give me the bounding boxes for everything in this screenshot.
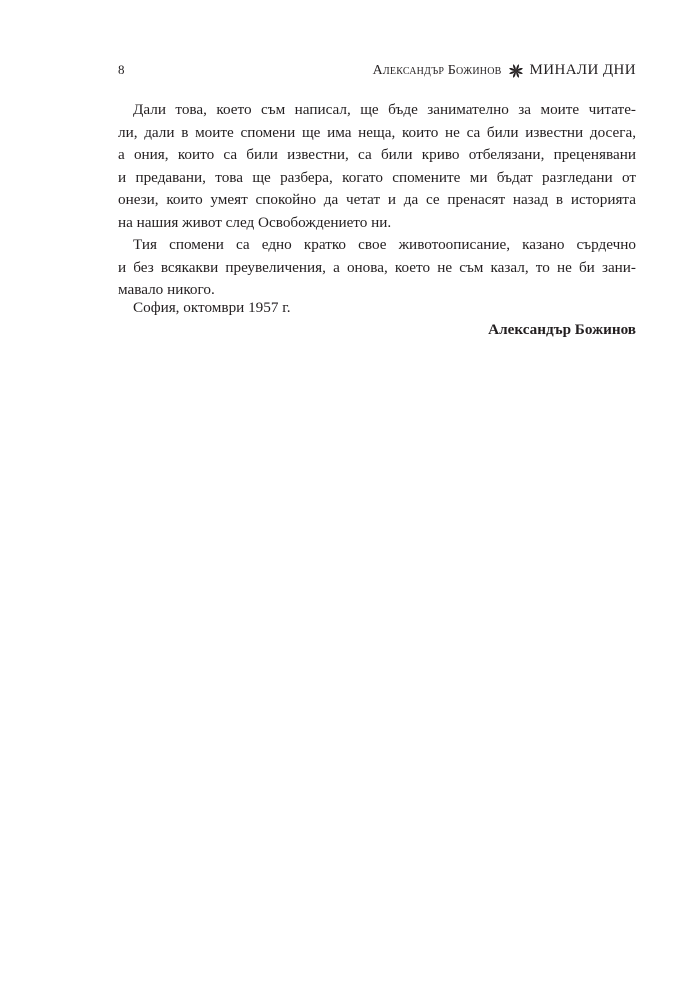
text-line: и без всякакви преувеличения, а онова, което не съм казал, то не би зани- [118,258,636,276]
header-author: Александър Божинов [372,62,502,78]
running-head-title [373,62,636,79]
author-signature: Александър Божинов [488,321,636,338]
header-book-title: МИНАЛИ ДНИ [529,62,636,78]
text-line: на нашия живот след Освобождението ни. [118,213,392,231]
place-date: София, октомври 1957 г. [133,299,291,316]
paragraph-2 [118,234,636,302]
text-line: а ония, които са били известни, са били криво отбелязани, преценявани [118,146,636,163]
text-line: Тия спомени са едно кратко свое животоописание, казано сърдечно [133,236,636,253]
text-line: онези, които умеят спокойно да четат и да се пренасят назад в историята [118,191,636,208]
fleuron-icon [508,63,524,79]
paragraph-1 [118,99,636,234]
text-line: и предавани, това ще разбера, когато спомените ми бъдат разгледани от [118,168,636,186]
page-number: 8 [118,62,125,77]
text-line: мавало никого. [118,281,215,298]
body-text [118,99,636,302]
text-line: Дали това, което съм написал, ще бъде занимателно за моите читате- [133,101,636,118]
running-head [118,62,636,84]
text-line: ли, дали в моите спомени ще има неща, които не са били известни досега, [118,123,636,141]
